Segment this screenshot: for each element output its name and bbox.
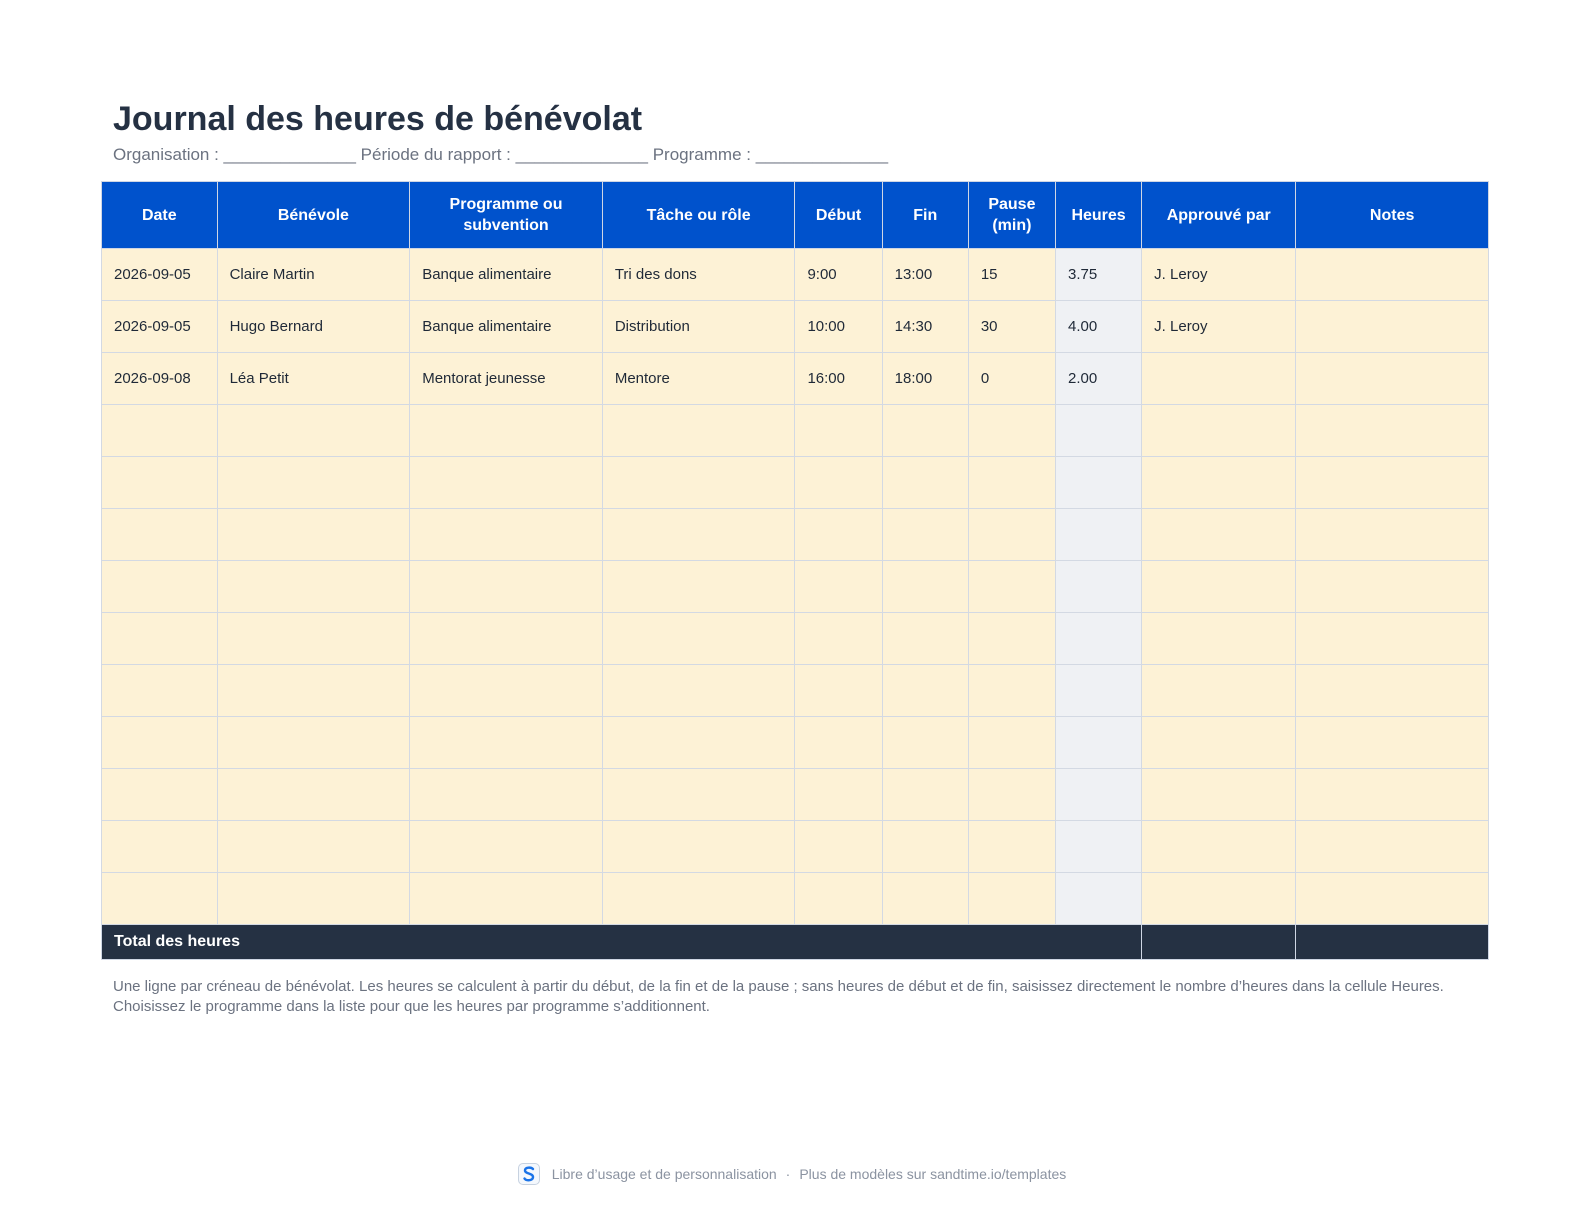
cell-approved-by[interactable] [1142,353,1296,405]
cell-approved-by[interactable] [1142,665,1296,717]
cell-date[interactable]: 2026-09-08 [102,353,218,405]
cell-approved-by[interactable]: J. Leroy [1142,249,1296,301]
table-row [102,405,1489,457]
cell-volunteer[interactable] [217,457,410,509]
cell-end[interactable] [882,665,968,717]
cell-volunteer[interactable] [217,613,410,665]
table-row [102,613,1489,665]
cell-end[interactable]: 18:00 [882,353,968,405]
sandtime-logo-icon [518,1163,540,1185]
cell-hours[interactable] [1056,665,1142,717]
cell-hours[interactable] [1056,457,1142,509]
col-header-program[interactable]: Programme ou subvention [410,182,603,249]
cell-approved-by[interactable] [1142,457,1296,509]
cell-start[interactable] [795,457,882,509]
cell-volunteer[interactable] [217,509,410,561]
cell-notes[interactable] [1296,821,1489,873]
instructions-note: Une ligne par créneau de bénévolat. Les heures se calculent à partir du début, de la fin et de la pause ; sans heures de début et de fin, saisissez directement le nombre d’heures dans la cellule Heures. Choisissez le programme dans la liste pour que les heures par programme s’additionnent. [113,978,1444,1015]
cell-program[interactable] [410,457,603,509]
footer-separator: · [785,1166,791,1182]
total-cell-notes [1296,925,1489,960]
table-row [102,717,1489,769]
cell-start[interactable]: 10:00 [795,301,882,353]
cell-break[interactable] [968,613,1055,665]
cell-break[interactable]: 15 [968,249,1055,301]
table-row [102,249,1489,301]
cell-hours[interactable] [1056,561,1142,613]
cell-approved-by[interactable] [1142,613,1296,665]
col-header-approved-by[interactable]: Approuvé par [1142,182,1296,249]
cell-hours[interactable] [1056,509,1142,561]
header-row [102,182,1489,249]
cell-task[interactable] [602,873,795,925]
cell-notes[interactable] [1296,665,1489,717]
col-header-break[interactable]: Pause (min) [968,182,1055,249]
cell-task[interactable] [602,405,795,457]
cell-break[interactable] [968,405,1055,457]
cell-notes[interactable] [1296,353,1489,405]
cell-task[interactable] [602,613,795,665]
cell-end[interactable] [882,457,968,509]
cell-end[interactable] [882,561,968,613]
cell-date[interactable] [102,717,218,769]
cell-program[interactable] [410,665,603,717]
cell-notes[interactable] [1296,561,1489,613]
cell-end[interactable] [882,873,968,925]
cell-date[interactable] [102,873,218,925]
page-subtitle: Organisation : ______________ Période du rapport : ______________ Programme : ______________ [113,145,889,164]
cell-start[interactable] [795,405,882,457]
cell-volunteer[interactable] [217,717,410,769]
cell-start[interactable] [795,769,882,821]
cell-approved-by[interactable] [1142,509,1296,561]
cell-start[interactable] [795,665,882,717]
cell-program[interactable] [410,561,603,613]
page-title: Journal des heures de bénévolat [113,100,643,138]
cell-date[interactable] [102,405,218,457]
cell-volunteer[interactable]: Léa Petit [217,353,410,405]
cell-end[interactable] [882,717,968,769]
cell-date[interactable] [102,769,218,821]
cell-hours[interactable]: 4.00 [1056,301,1142,353]
col-header-hours[interactable]: Heures [1056,182,1142,249]
cell-program[interactable] [410,769,603,821]
cell-task[interactable] [602,457,795,509]
cell-date[interactable] [102,457,218,509]
cell-hours[interactable] [1056,717,1142,769]
cell-volunteer[interactable] [217,665,410,717]
cell-notes[interactable] [1296,405,1489,457]
cell-notes[interactable] [1296,873,1489,925]
cell-start[interactable]: 9:00 [795,249,882,301]
cell-end[interactable]: 14:30 [882,301,968,353]
table-row [102,769,1489,821]
cell-notes[interactable] [1296,457,1489,509]
cell-program[interactable] [410,613,603,665]
table-row [102,509,1489,561]
cell-program[interactable]: Banque alimentaire [410,301,603,353]
cell-break[interactable] [968,873,1055,925]
cell-task[interactable]: Distribution [602,301,795,353]
cell-break[interactable] [968,561,1055,613]
cell-hours[interactable] [1056,405,1142,457]
cell-volunteer[interactable]: Claire Martin [217,249,410,301]
cell-start[interactable] [795,873,882,925]
log-body [102,249,1489,925]
total-row [102,925,1489,960]
cell-hours[interactable] [1056,821,1142,873]
footer-license-text: Libre d’usage et de personnalisation [551,1166,777,1182]
cell-notes[interactable] [1296,249,1489,301]
table-row [102,561,1489,613]
cell-approved-by[interactable] [1142,561,1296,613]
cell-approved-by[interactable] [1142,821,1296,873]
hours-log-table [101,181,1489,960]
cell-end[interactable] [882,821,968,873]
cell-start[interactable] [795,821,882,873]
cell-start[interactable] [795,613,882,665]
cell-approved-by[interactable] [1142,873,1296,925]
cell-hours[interactable] [1056,873,1142,925]
cell-notes[interactable] [1296,613,1489,665]
table-row [102,301,1489,353]
total-label: Total des heures [102,925,1142,960]
cell-start[interactable]: 16:00 [795,353,882,405]
cell-break[interactable] [968,509,1055,561]
cell-start[interactable] [795,717,882,769]
cell-task[interactable] [602,509,795,561]
cell-volunteer[interactable] [217,769,410,821]
cell-approved-by[interactable] [1142,769,1296,821]
cell-hours[interactable]: 3.75 [1056,249,1142,301]
cell-approved-by[interactable]: J. Leroy [1142,301,1296,353]
col-header-date[interactable]: Date [102,182,218,249]
footer-templates-link[interactable]: Plus de modèles sur sandtime.io/templates [799,1166,1067,1182]
col-header-notes[interactable]: Notes [1296,182,1489,249]
cell-program[interactable]: Mentorat jeunesse [410,353,603,405]
cell-task[interactable] [602,561,795,613]
col-header-end[interactable]: Fin [882,182,968,249]
cell-volunteer[interactable] [217,873,410,925]
cell-approved-by[interactable] [1142,717,1296,769]
cell-notes[interactable] [1296,769,1489,821]
col-header-volunteer[interactable]: Bénévole [217,182,410,249]
cell-volunteer[interactable]: Hugo Bernard [217,301,410,353]
cell-date[interactable] [102,561,218,613]
cell-hours[interactable] [1056,613,1142,665]
cell-break[interactable]: 0 [968,353,1055,405]
cell-task[interactable] [602,769,795,821]
cell-date[interactable]: 2026-09-05 [102,301,218,353]
cell-break[interactable] [968,717,1055,769]
cell-program[interactable] [410,509,603,561]
table-row [102,821,1489,873]
cell-date[interactable]: 2026-09-05 [102,249,218,301]
cell-date[interactable] [102,665,218,717]
table-row [102,665,1489,717]
cell-end[interactable] [882,613,968,665]
cell-end[interactable] [882,405,968,457]
cell-end[interactable] [882,509,968,561]
cell-date[interactable] [102,613,218,665]
cell-task[interactable] [602,717,795,769]
cell-volunteer[interactable] [217,561,410,613]
cell-break[interactable]: 30 [968,301,1055,353]
cell-volunteer[interactable] [217,821,410,873]
cell-program[interactable] [410,873,603,925]
cell-program[interactable]: Banque alimentaire [410,249,603,301]
cell-approved-by[interactable] [1142,405,1296,457]
cell-task[interactable] [602,665,795,717]
cell-notes[interactable] [1296,301,1489,353]
table-row [102,353,1489,405]
cell-break[interactable] [968,665,1055,717]
cell-notes[interactable] [1296,509,1489,561]
cell-program[interactable] [410,405,603,457]
cell-task[interactable] [602,821,795,873]
cell-start[interactable] [795,509,882,561]
cell-program[interactable] [410,821,603,873]
cell-break[interactable] [968,769,1055,821]
cell-date[interactable] [102,509,218,561]
cell-hours[interactable]: 2.00 [1056,353,1142,405]
cell-end[interactable] [882,769,968,821]
cell-end[interactable]: 13:00 [882,249,968,301]
cell-task[interactable]: Mentore [602,353,795,405]
total-cell-approved [1142,925,1296,960]
cell-break[interactable] [968,821,1055,873]
cell-break[interactable] [968,457,1055,509]
cell-notes[interactable] [1296,717,1489,769]
cell-hours[interactable] [1056,769,1142,821]
table-row [102,457,1489,509]
footer [0,1163,1584,1185]
col-header-task[interactable]: Tâche ou rôle [602,182,795,249]
table-row [102,873,1489,925]
cell-date[interactable] [102,821,218,873]
cell-start[interactable] [795,561,882,613]
cell-task[interactable]: Tri des dons [602,249,795,301]
cell-program[interactable] [410,717,603,769]
col-header-start[interactable]: Début [795,182,882,249]
cell-volunteer[interactable] [217,405,410,457]
